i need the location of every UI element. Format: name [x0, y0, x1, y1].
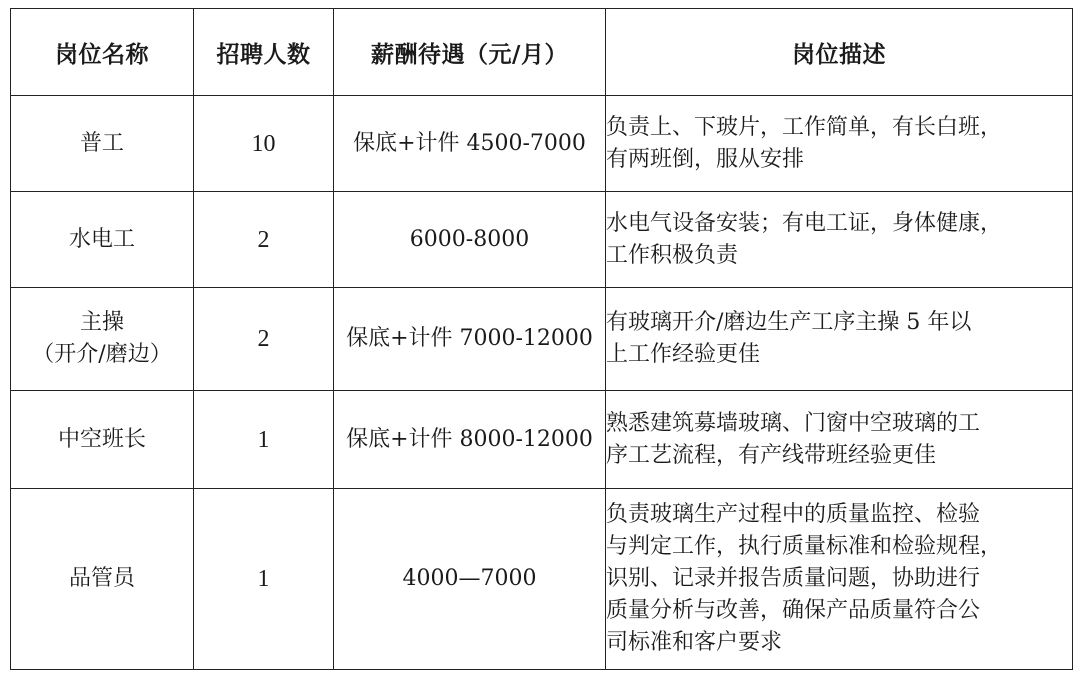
table-row: [11, 288, 1073, 391]
description-line: 工作积极负责: [606, 242, 739, 268]
table-row: [11, 489, 1073, 670]
salary-cell: 保底+计件 7000-12000: [334, 288, 606, 391]
salary-cell: 保底+计件 4500-7000: [334, 96, 606, 192]
description-line: 水电气设备安装；有电工证，身体健康，: [606, 210, 1003, 236]
position-name: 主操: [79, 310, 124, 335]
description-cell: [606, 96, 1073, 192]
position-cell: [11, 96, 194, 192]
position-cell: [11, 391, 194, 489]
position-cell: [11, 489, 194, 670]
position-subtitle: （开介/磨边）: [32, 342, 172, 367]
header-description: 岗位描述: [606, 9, 1073, 96]
position-name: 普工: [79, 130, 124, 156]
description-cell: [606, 391, 1073, 489]
salary-cell: 6000-8000: [334, 192, 606, 288]
salary-cell: 保底+计件 8000-12000: [334, 391, 606, 489]
headcount-cell: 1: [194, 391, 334, 489]
header-position: 岗位名称: [11, 9, 194, 96]
description-line: 质量分析与改善，确保产品质量符合公: [606, 598, 981, 623]
position-cell: [11, 192, 194, 288]
description-cell: [606, 288, 1073, 391]
headcount-cell: 10: [194, 96, 334, 192]
description-line: 司标准和客户要求: [606, 630, 783, 655]
position-cell: [11, 288, 194, 391]
description-line: 序工艺流程，有产线带班经验更佳: [606, 442, 937, 468]
header-row: [11, 9, 1073, 96]
headcount-cell: 2: [194, 288, 334, 391]
job-table: [10, 8, 1073, 670]
position-name: 水电工: [68, 226, 135, 252]
table-row: [11, 391, 1073, 489]
description-line: 负责上、下玻片，工作简单，有长白班，: [606, 114, 1003, 140]
position-name: 中空班长: [57, 426, 146, 452]
headcount-cell: 1: [194, 489, 334, 670]
description-line: 有两班倒，服从安排: [606, 146, 805, 172]
description-line: 负责玻璃生产过程中的质量监控、检验: [606, 502, 981, 527]
header-salary: 薪酬待遇（元/月）: [334, 9, 606, 96]
description-line: 识别、记录并报告质量问题，协助进行: [606, 566, 981, 591]
headcount-cell: 2: [194, 192, 334, 288]
header-headcount: 招聘人数: [194, 9, 334, 96]
description-line: 上工作经验更佳: [606, 342, 761, 367]
description-line: 与判定工作，执行质量标准和检验规程，: [606, 534, 1003, 559]
description-cell: [606, 192, 1073, 288]
table-row: [11, 96, 1073, 192]
description-line: 熟悉建筑募墙玻璃、门窗中空玻璃的工: [606, 410, 981, 436]
salary-cell: 4000—7000: [334, 489, 606, 670]
table-row: [11, 192, 1073, 288]
description-cell: [606, 489, 1073, 670]
description-line: 有玻璃开介/磨边生产工序主操 5 年以: [606, 310, 972, 335]
position-name: 品管员: [68, 566, 135, 591]
